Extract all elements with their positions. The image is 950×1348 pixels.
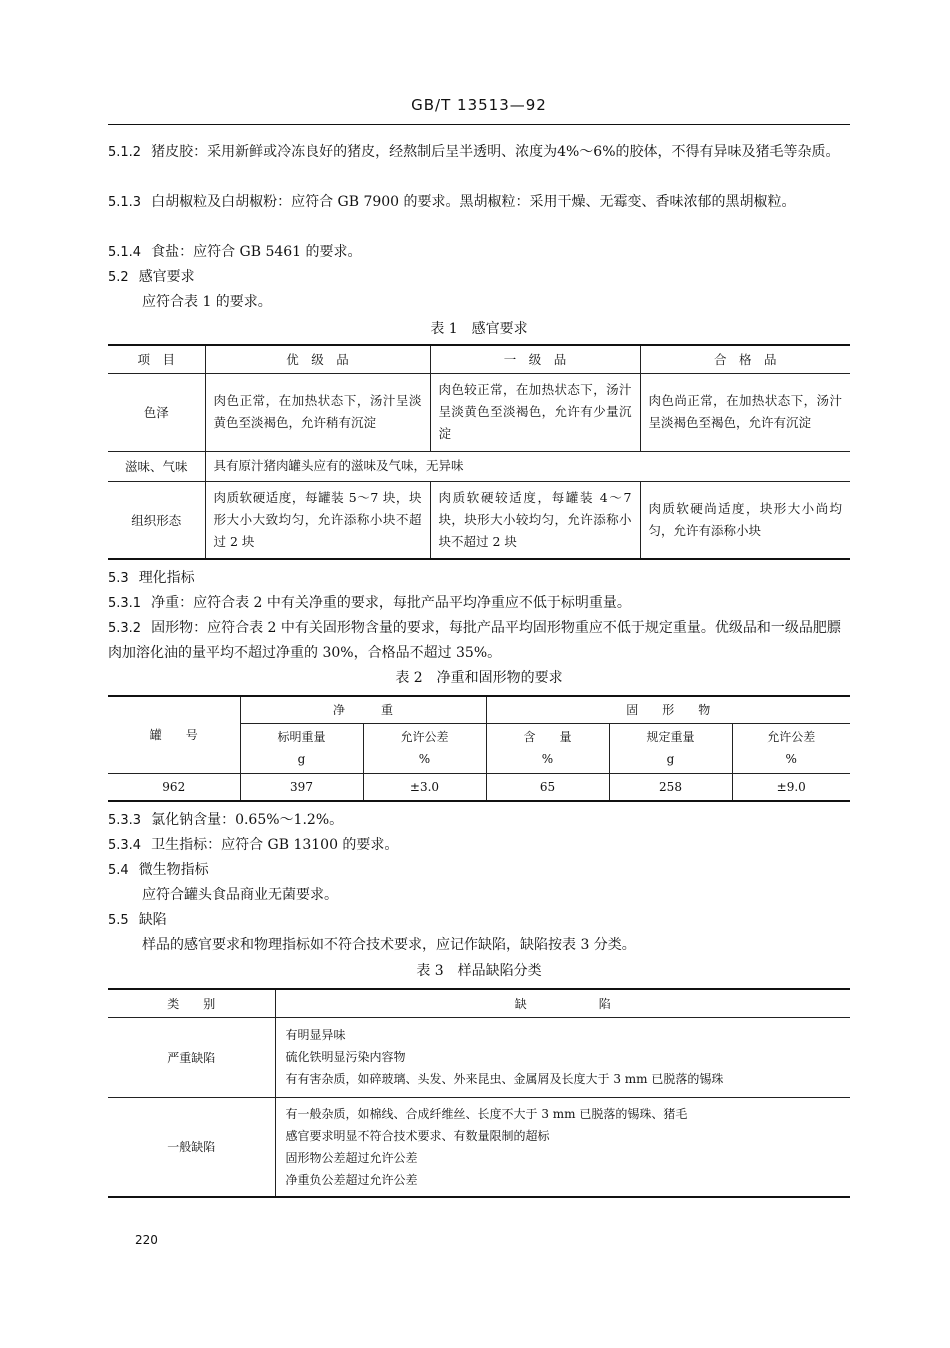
table3-general-list (275, 1097, 850, 1197)
clause-text: 卫生指标：应符合 GB 13100 的要求。 (151, 837, 399, 853)
table2-cell-content: 65 (486, 773, 609, 801)
table3-category-general: 一般缺陷 (108, 1097, 275, 1197)
table1-header-qualified: 合 格 品 (640, 345, 850, 373)
table1-header-first: 一 级 品 (430, 345, 640, 373)
defect-item: 有明显异味 (285, 1028, 346, 1042)
table2-cell-can: 962 (108, 773, 240, 801)
table2-cell-specified-weight: 258 (609, 773, 732, 801)
clause-text: 缺陷 (138, 912, 167, 928)
table2-header-solid: 固 形 物 (486, 696, 850, 723)
sub-unit: % (541, 752, 554, 766)
table1-row-taste-label: 滋味、气味 (108, 451, 205, 481)
clause-5-1-3 (108, 190, 850, 215)
clause-number: 5.3.1 (108, 596, 142, 611)
clause-5-3-1 (108, 591, 850, 616)
clause-number: 5.1.2 (108, 145, 142, 160)
table2-sub-net-tolerance (363, 723, 486, 773)
table2-header-can: 罐 号 (108, 696, 240, 773)
table1-row-color-qualified: 肉色尚正常，在加热状态下，汤汁呈淡褐色至褐色，允许有沉淀 (640, 373, 850, 451)
sub-label: 标明重量 (277, 730, 326, 744)
clause-5-4 (108, 858, 850, 883)
clause-number: 5.3.4 (108, 838, 142, 853)
table1-row-texture-first: 肉质软硬较适度，每罐装 4～7 块，块形大小较均匀，允许添称小块不超过 2 块 (430, 481, 640, 559)
clause-number: 5.1.3 (108, 195, 142, 210)
table1-row-taste-merged: 具有原汁猪肉罐头应有的滋味及气味，无异味 (205, 451, 850, 481)
table2-sub-specified-weight (609, 723, 732, 773)
clause-5-5-body: 样品的感官要求和物理指标如不符合技术要求，应记作缺陷，缺陷按表 3 分类。 (142, 937, 636, 953)
table2-cell-net-tolerance: ±3.0 (363, 773, 486, 801)
sub-unit: g (297, 752, 306, 766)
clause-text: 白胡椒粒及白胡椒粉：应符合 GB 7900 的要求。黑胡椒粒：采用干燥、无霉变、香味浓郁的黑胡椒粒。 (151, 194, 796, 210)
table3-defects (108, 988, 850, 1198)
clause-text: 猪皮胶：采用新鲜或冷冻良好的猪皮，经熬制后呈半透明、浓度为4%～6%的胶体，不得有异味及猪毛等杂质。 (151, 144, 840, 160)
clause-number: 5.3.2 (108, 621, 142, 636)
standard-code-header: GB/T 13513—92 (411, 96, 547, 114)
clause-text: 氯化钠含量：0.65%～1.2%。 (151, 812, 344, 828)
table1-caption: 表 1 感官要求 (430, 321, 528, 337)
clause-5-3-4 (108, 833, 850, 858)
sub-unit: g (666, 752, 675, 766)
table1-row-color-first: 肉色较正常，在加热状态下，汤汁呈淡黄色至淡褐色，允许有少量沉淀 (430, 373, 640, 451)
table2-sub-content (486, 723, 609, 773)
table3-header-category: 类 别 (108, 989, 275, 1017)
clause-number: 5.4 (108, 863, 129, 878)
table2-sub-labeled-weight (240, 723, 363, 773)
table1-row-texture-label: 组织形态 (108, 481, 205, 559)
page-number: 220 (135, 1233, 158, 1247)
table1-row-texture-qualified: 肉质软硬尚适度，块形大小尚均匀，允许有添称小块 (640, 481, 850, 559)
clause-number: 5.3 (108, 571, 129, 586)
sub-label: 规定重量 (646, 730, 695, 744)
clause-text: 净重：应符合表 2 中有关净重的要求，每批产品平均净重应不低于标明重量。 (151, 595, 631, 611)
sub-label: 允许公差 (400, 730, 449, 744)
clause-number: 5.2 (108, 270, 129, 285)
clause-text: 食盐：应符合 GB 5461 的要求。 (151, 244, 362, 260)
sub-unit: % (785, 752, 797, 766)
defect-item: 有一般杂质，如棉线、合成纤维丝、长度不大于 3 mm 已脱落的锡珠、猪毛 (285, 1106, 688, 1121)
clause-5-5 (108, 908, 850, 933)
clause-number: 5.3.3 (108, 813, 142, 828)
table2-header-net: 净 重 (240, 696, 486, 723)
clause-5-2 (108, 265, 850, 290)
header-rule (108, 124, 850, 125)
clause-5-4-body: 应符合罐头食品商业无菌要求。 (142, 887, 338, 903)
clause-text: 微生物指标 (138, 862, 209, 878)
defect-item: 固形物公差超过允许公差 (285, 1150, 418, 1165)
defect-item: 有有害杂质，如碎玻璃、头发、外来昆虫、金属屑及长度大于 3 mm 已脱落的锡珠 (285, 1072, 724, 1086)
clause-number: 5.1.4 (108, 245, 142, 260)
table3-category-serious: 严重缺陷 (108, 1017, 275, 1097)
table1-header-premium: 优 级 品 (205, 345, 430, 373)
defect-item: 净重负公差超过允许公差 (285, 1172, 418, 1187)
table3-caption: 表 3 样品缺陷分类 (416, 963, 542, 979)
table2-sub-solid-tolerance (732, 723, 850, 773)
table1-header-item: 项 目 (108, 345, 205, 373)
table1-row-color-label: 色泽 (108, 373, 205, 451)
clause-text: 固形物：应符合表 2 中有关固形物含量的要求，每批产品平均固形物重应不低于规定重量。优级品和一级品肥膘肉加溶化油的量平均不超过净重的 30%，合格品不超过 35%。 (108, 620, 841, 661)
clause-number: 5.5 (108, 913, 129, 928)
table2-cell-solid-tolerance: ±9.0 (732, 773, 850, 801)
defect-item: 感官要求明显不符合技术要求、有数量限制的超标 (285, 1128, 550, 1143)
clause-5-1-2 (108, 140, 850, 165)
table1-sensory (108, 344, 850, 560)
defect-item: 硫化铁明显污染内容物 (285, 1050, 406, 1064)
clause-text: 感官要求 (138, 269, 195, 285)
table3-serious-list (275, 1017, 850, 1097)
table2-cell-labeled-weight: 397 (240, 773, 363, 801)
sub-unit: % (418, 752, 431, 766)
clause-5-3-2 (108, 616, 850, 666)
clause-5-3-3 (108, 808, 850, 833)
table2-weight (108, 695, 850, 802)
table1-row-color-premium: 肉色正常，在加热状态下，汤汁呈淡黄色至淡褐色，允许稍有沉淀 (205, 373, 430, 451)
table1-row-texture-premium: 肉质软硬适度，每罐装 5～7 块，块形大小大致均匀，允许添称小块不超过 2 块 (205, 481, 430, 559)
clause-5-3 (108, 566, 850, 591)
clause-5-2-body: 应符合表 1 的要求。 (142, 294, 272, 310)
sub-label: 允许公差 (767, 730, 816, 744)
clause-text: 理化指标 (138, 570, 195, 586)
clause-5-1-4 (108, 240, 850, 265)
sub-label: 含 量 (523, 730, 572, 744)
table2-caption: 表 2 净重和固形物的要求 (395, 670, 563, 686)
table3-header-defect: 缺 陷 (275, 989, 850, 1017)
